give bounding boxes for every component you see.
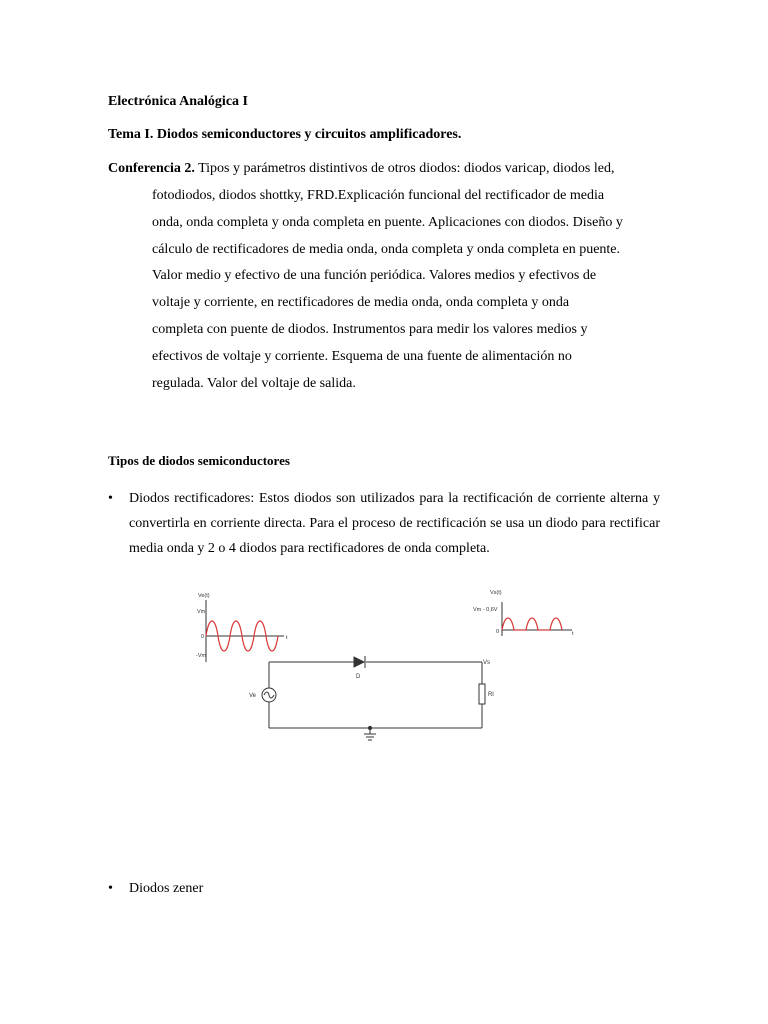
conference-line: onda, onda completa y onda completa en puente. Aplicaciones con diodos. Diseño y [152, 215, 623, 230]
input-peak-label: Vm [197, 609, 206, 615]
rectifier-line: media onda y 2 o 4 diodos para rectificadores de onda completa. [129, 541, 490, 556]
zener-item: Diodos zener [129, 881, 204, 896]
conference-line: voltaje y corriente, en rectificadores de media onda, onda completa y onda [152, 295, 570, 310]
topic-title: Tema I. Diodos semiconductores y circuitos amplificadores. [108, 127, 462, 142]
load-label: Rl [488, 692, 494, 698]
input-time-label: t [286, 635, 288, 641]
section-heading: Tipos de diodos semiconductores [108, 453, 290, 468]
course-title: Electrónica Analógica I [108, 94, 248, 109]
output-rectified-wave [502, 618, 562, 630]
bullet-zener: • [108, 881, 113, 896]
rectifier-line: Diodos rectificadores: Estos diodos son utilizados para la rectificación de corriente alterna y [129, 491, 660, 506]
input-zero-label: 0 [201, 634, 205, 640]
diode-label: D [356, 674, 361, 680]
rectifier-circuit-figure [194, 580, 574, 742]
conference-text: Tipos y parámetros distintivos de otros diodos: diodos varicap, diodos led, [198, 161, 615, 176]
output-axis-label: Vs(t) [490, 590, 502, 596]
conference-line: completa con puente de diodos. Instrumentos para medir los valores medios y [152, 322, 588, 337]
rectifier-line: convertirla en corriente directa. Para el proceso de rectificación se usa un diodo para rectificar [129, 516, 660, 531]
load-resistor-icon [479, 684, 485, 704]
conference-label: Conferencia 2. [108, 161, 195, 176]
conference-line: cálculo de rectificadores de media onda, onda completa y onda completa en puente. [152, 242, 621, 257]
source-label: Ve [249, 693, 257, 699]
output-time-label: t [572, 631, 574, 637]
output-peak-label: Vm - 0,6V [473, 607, 498, 613]
conference-line: efectivos de voltaje y corriente. Esquema de una fuente de alimentación no [152, 349, 572, 364]
conference-line: fotodiodos, diodos shottky, FRD.Explicación funcional del rectificador de media [152, 188, 605, 203]
input-neg-label: -Vm [196, 653, 207, 659]
conference-first-line [108, 160, 614, 178]
output-node-label: Vs [483, 660, 491, 666]
output-zero-label: 0 [496, 629, 500, 635]
conference-line: Valor medio y efectivo de una función periódica. Valores medios y efectivos de [152, 268, 597, 283]
conference-line: regulada. Valor del voltaje de salida. [152, 376, 356, 391]
bullet-rectificadores: • [108, 491, 113, 506]
input-axis-label: Ve(t) [198, 593, 210, 599]
